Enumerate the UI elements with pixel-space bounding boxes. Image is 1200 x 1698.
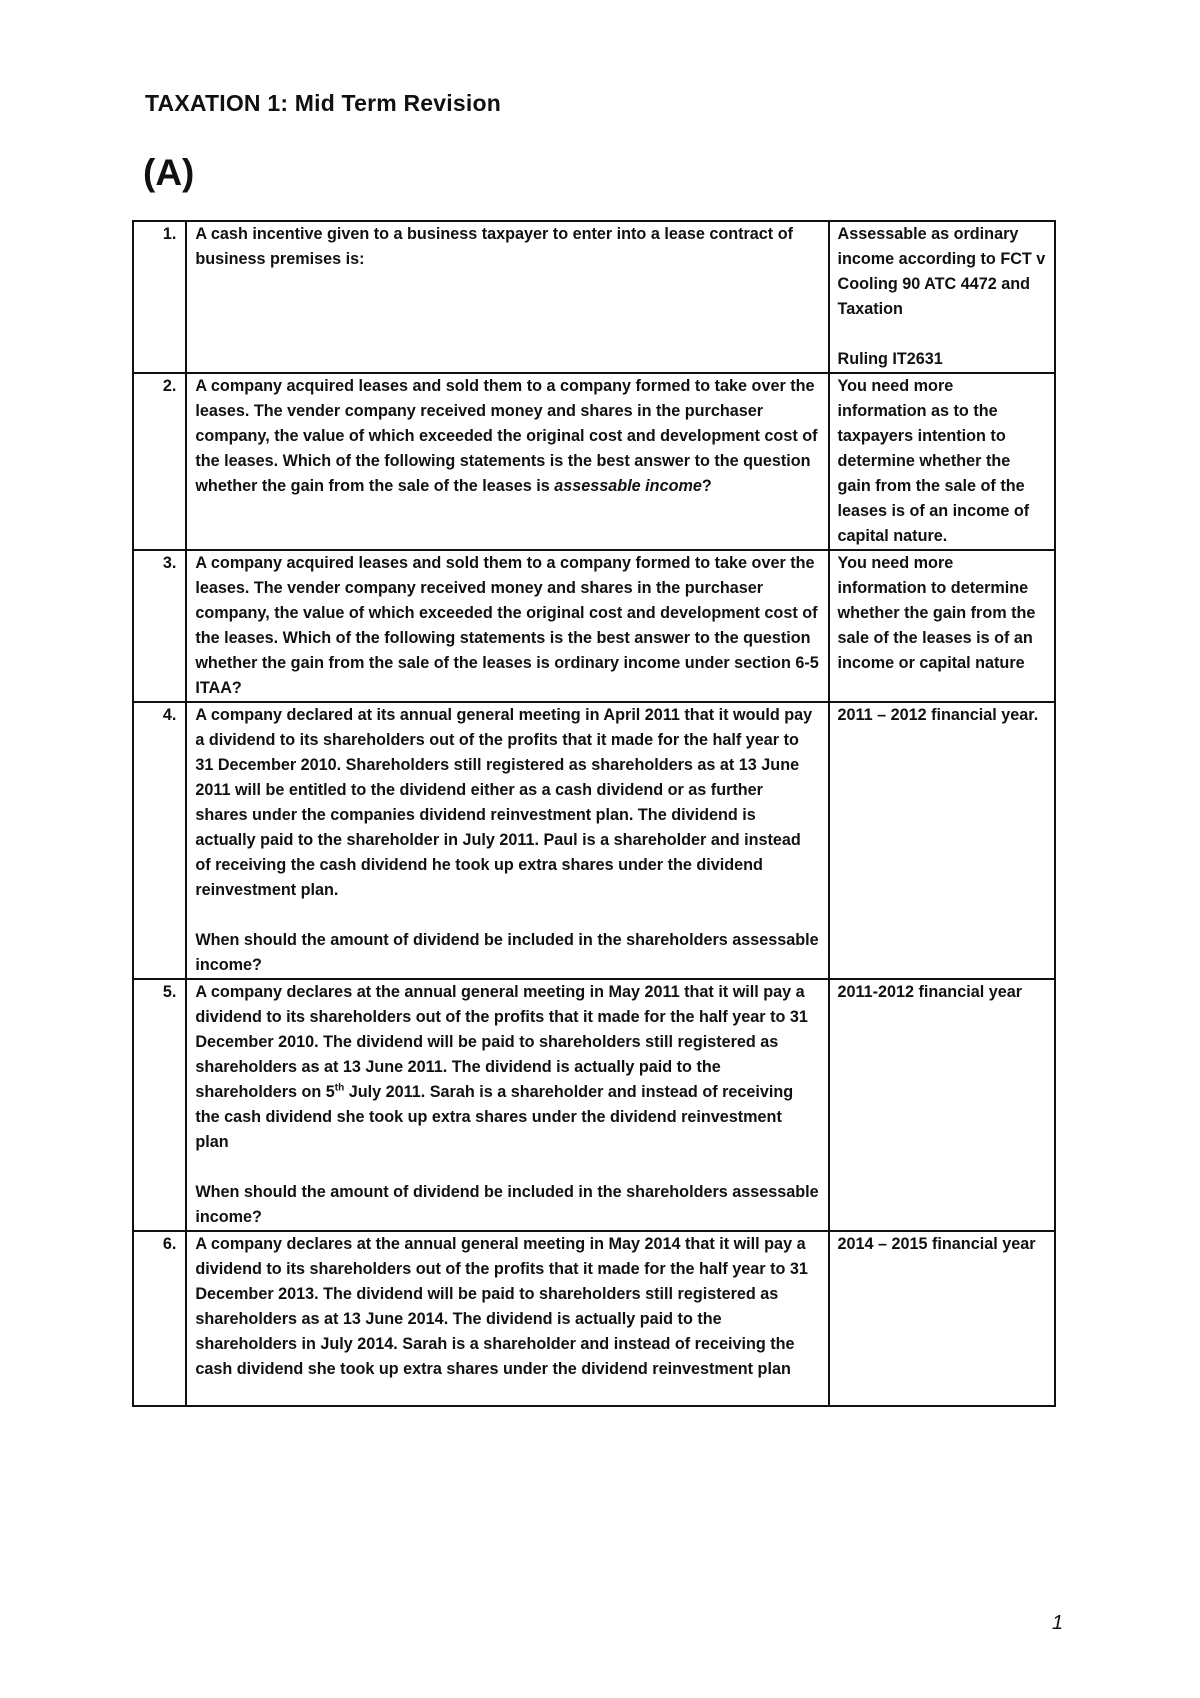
section-label: (A): [143, 152, 195, 193]
question-paragraph: When should the amount of dividend be included in the shareholders assessable income?: [195, 1183, 819, 1226]
question-text: [186, 221, 828, 373]
question-paragraph: A company declares at the annual general meeting in May 2014 that it will pay a dividend to its shareholders out of the profits that it made for the half year to 31 December 2013. The dividend will be paid to shareholders still registered as shareholders as at 13 June 2014. The dividend is actually paid to the shareholders in July 2014. Sarah is a shareholder and instead of receiving the cash dividend she took up extra shares under the dividend reinvestment plan: [195, 1235, 808, 1378]
answer-paragraph: 2011-2012 financial year: [837, 983, 1023, 1001]
answer-paragraph: 2011 – 2012 financial year.: [837, 706, 1039, 724]
answer-text: [829, 373, 1055, 550]
question-text-part: A company declares at the annual general meeting in May 2011 that it will pay a dividend to its shareholders out of the profits that it made for the half year to 31 December 2010. The dividend will be paid to shareholders still registered as shareholders as at 13 June 2011. The dividend is actually paid to the shareholders on 5: [195, 983, 808, 1101]
question-row: [133, 373, 1055, 550]
answer-text: [829, 550, 1055, 702]
answer-paragraph: You need more information to determine whether the gain from the sale of the leases is of an income or capital nature: [837, 554, 1036, 672]
question-row: [133, 550, 1055, 702]
answer-text: [829, 1231, 1055, 1406]
question-number: 3.: [133, 550, 186, 702]
question-emphasis: assessable income: [554, 477, 702, 495]
question-number: 4.: [133, 702, 186, 979]
question-paragraph: [195, 980, 819, 1155]
question-text: [186, 1231, 828, 1406]
question-row: [133, 221, 1055, 373]
question-paragraph: When should the amount of dividend be included in the shareholders assessable income?: [195, 931, 819, 974]
question-text: [186, 373, 828, 550]
page-title: TAXATION 1: Mid Term Revision: [145, 90, 501, 116]
answer-paragraph: Assessable as ordinary income according to FCT v Cooling 90 ATC 4472 and Taxation: [837, 225, 1046, 318]
answer-text: [829, 979, 1055, 1231]
answer-text: [829, 221, 1055, 373]
answer-text: [829, 702, 1055, 979]
question-paragraph: A company declared at its annual general meeting in April 2011 that it would pay a dividend to its shareholders out of the profits that it made for the half year to 31 December 2010. Shareholders still registered as shareholders as at 13 June 2011 will be entitled to the dividend either as a cash dividend or as further shares under the companies dividend reinvestment plan. The dividend is actually paid to the shareholder in July 2011. Paul is a shareholder and instead of receiving the cash dividend he took up extra shares under the dividend reinvestment plan.: [195, 706, 813, 899]
answer-paragraph: You need more information as to the taxpayers intention to determine whether the gain from the sale of the leases is of an income of capital nature.: [837, 377, 1030, 545]
question-number: 5.: [133, 979, 186, 1231]
question-row: [133, 1231, 1055, 1406]
question-text-part: A company acquired leases and sold them to a company formed to take over the leases. The vender company received money and shares in the purchaser company, the value of which exceeded the original cost and development cost of the leases. Which of the following statements is the best answer to the question whether the gain from the sale of the leases is: [195, 377, 818, 495]
answer-paragraph: 2014 – 2015 financial year: [837, 1235, 1036, 1253]
question-text: [186, 979, 828, 1231]
question-text: [186, 702, 828, 979]
answer-paragraph: Ruling IT2631: [837, 350, 943, 368]
question-paragraph: A cash incentive given to a business taxpayer to enter into a lease contract of business premises is:: [195, 225, 793, 268]
question-row: [133, 979, 1055, 1231]
question-text: [186, 550, 828, 702]
questions-table: [132, 220, 1056, 1407]
ordinal-superscript: th: [334, 1082, 345, 1094]
question-number: 6.: [133, 1231, 186, 1406]
question-paragraph: A company acquired leases and sold them to a company formed to take over the leases. The vender company received money and shares in the purchaser company, the value of which exceeded the original cost and development cost of the leases. Which of the following statements is the best answer to the question whether the gain from the sale of the leases is ordinary income under section 6-5 ITAA?: [195, 554, 819, 697]
question-number: 2.: [133, 373, 186, 550]
question-row: [133, 702, 1055, 979]
question-text-part: July 2011. Sarah is a shareholder and instead of receiving the cash dividend she took up extra shares under the dividend reinvestment plan: [195, 1083, 794, 1151]
question-number: 1.: [133, 221, 186, 373]
page-number: 1: [1052, 1612, 1064, 1634]
question-text-part: ?: [701, 477, 712, 495]
